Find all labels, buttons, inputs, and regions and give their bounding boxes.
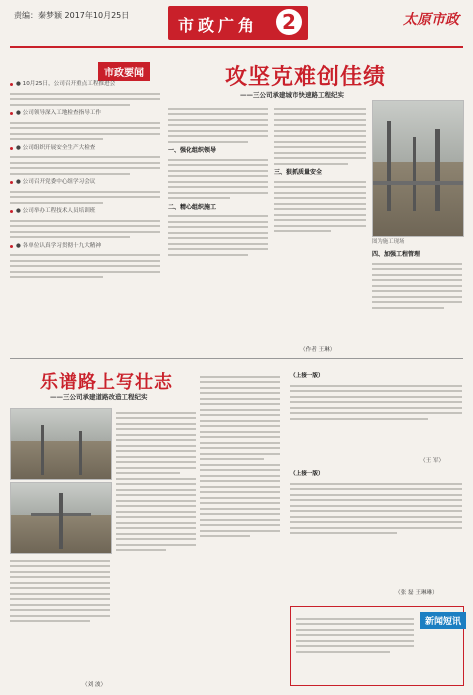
section-banner bbox=[168, 6, 308, 40]
continued-label-a: （上接一版） bbox=[290, 373, 324, 379]
news-brief-tag: 新闻短讯 bbox=[420, 612, 466, 629]
lead-author: （作者 王琳） bbox=[300, 347, 336, 353]
masthead bbox=[0, 0, 473, 44]
lead-subtitle: ——三公司承建城市快速路工程纪实 bbox=[240, 91, 344, 99]
second-photo-1 bbox=[10, 408, 112, 480]
lead-subhead-1: 一、强化组织领导 bbox=[168, 147, 217, 154]
lead-headline: 攻坚克难创佳绩 bbox=[225, 65, 387, 90]
side-list bbox=[10, 80, 160, 345]
lead-photo bbox=[372, 100, 464, 237]
lead-column-2 bbox=[274, 104, 366, 344]
list-item: ● 公司组织开展安全生产大检查 bbox=[10, 144, 160, 153]
section-divider bbox=[10, 358, 463, 359]
second-photo-2 bbox=[10, 482, 112, 554]
continued-label-b: （上接一版） bbox=[290, 471, 324, 477]
continued-author-2: （张 磊 王琳琳） bbox=[395, 590, 438, 596]
second-column-2 bbox=[200, 372, 280, 678]
lead-column-3 bbox=[372, 250, 462, 350]
list-item: ● 公司举办工程技术人员培训班 bbox=[10, 207, 160, 216]
continued-block-2 bbox=[290, 470, 462, 580]
second-author: （刘 波） bbox=[82, 682, 107, 688]
list-item: ● 10月25日，公司召开重点工程推进会 bbox=[10, 80, 160, 89]
second-column-1 bbox=[116, 408, 196, 678]
second-headline: 乐谱路上写壮志 bbox=[40, 372, 173, 393]
section-title: 市政广角 bbox=[178, 16, 259, 35]
side-list-tag: 市政要闻 bbox=[98, 62, 150, 81]
list-item: ● 公司召开党委中心组学习会议 bbox=[10, 178, 160, 187]
lead-subhead-3: 三、狠抓质量安全 bbox=[274, 169, 323, 176]
lead-subhead-2: 二、精心组织施工 bbox=[168, 203, 217, 211]
list-item: ● 各单位认真学习贯彻十九大精神 bbox=[10, 242, 160, 251]
lead-subhead-4: 四、加强工程管理 bbox=[372, 251, 421, 258]
continued-block-1 bbox=[290, 372, 462, 452]
second-subtitle: ——三公司承建道路改造工程纪实 bbox=[50, 393, 148, 401]
lead-photo-caption: 图为施工现场 bbox=[372, 239, 405, 245]
newspaper-logo: 太原市政 bbox=[403, 12, 459, 28]
date-line: 责编：秦梦颖 2017年10月25日 bbox=[14, 11, 130, 20]
news-brief-text bbox=[296, 614, 414, 680]
header-rule bbox=[10, 46, 463, 48]
list-item: ● 公司领导深入工地检查指导工作 bbox=[10, 109, 160, 118]
lead-column-1 bbox=[168, 104, 268, 344]
continued-author-1: （王 军） bbox=[420, 458, 445, 464]
page-number: 2 bbox=[276, 9, 302, 35]
second-column-3 bbox=[10, 556, 110, 676]
